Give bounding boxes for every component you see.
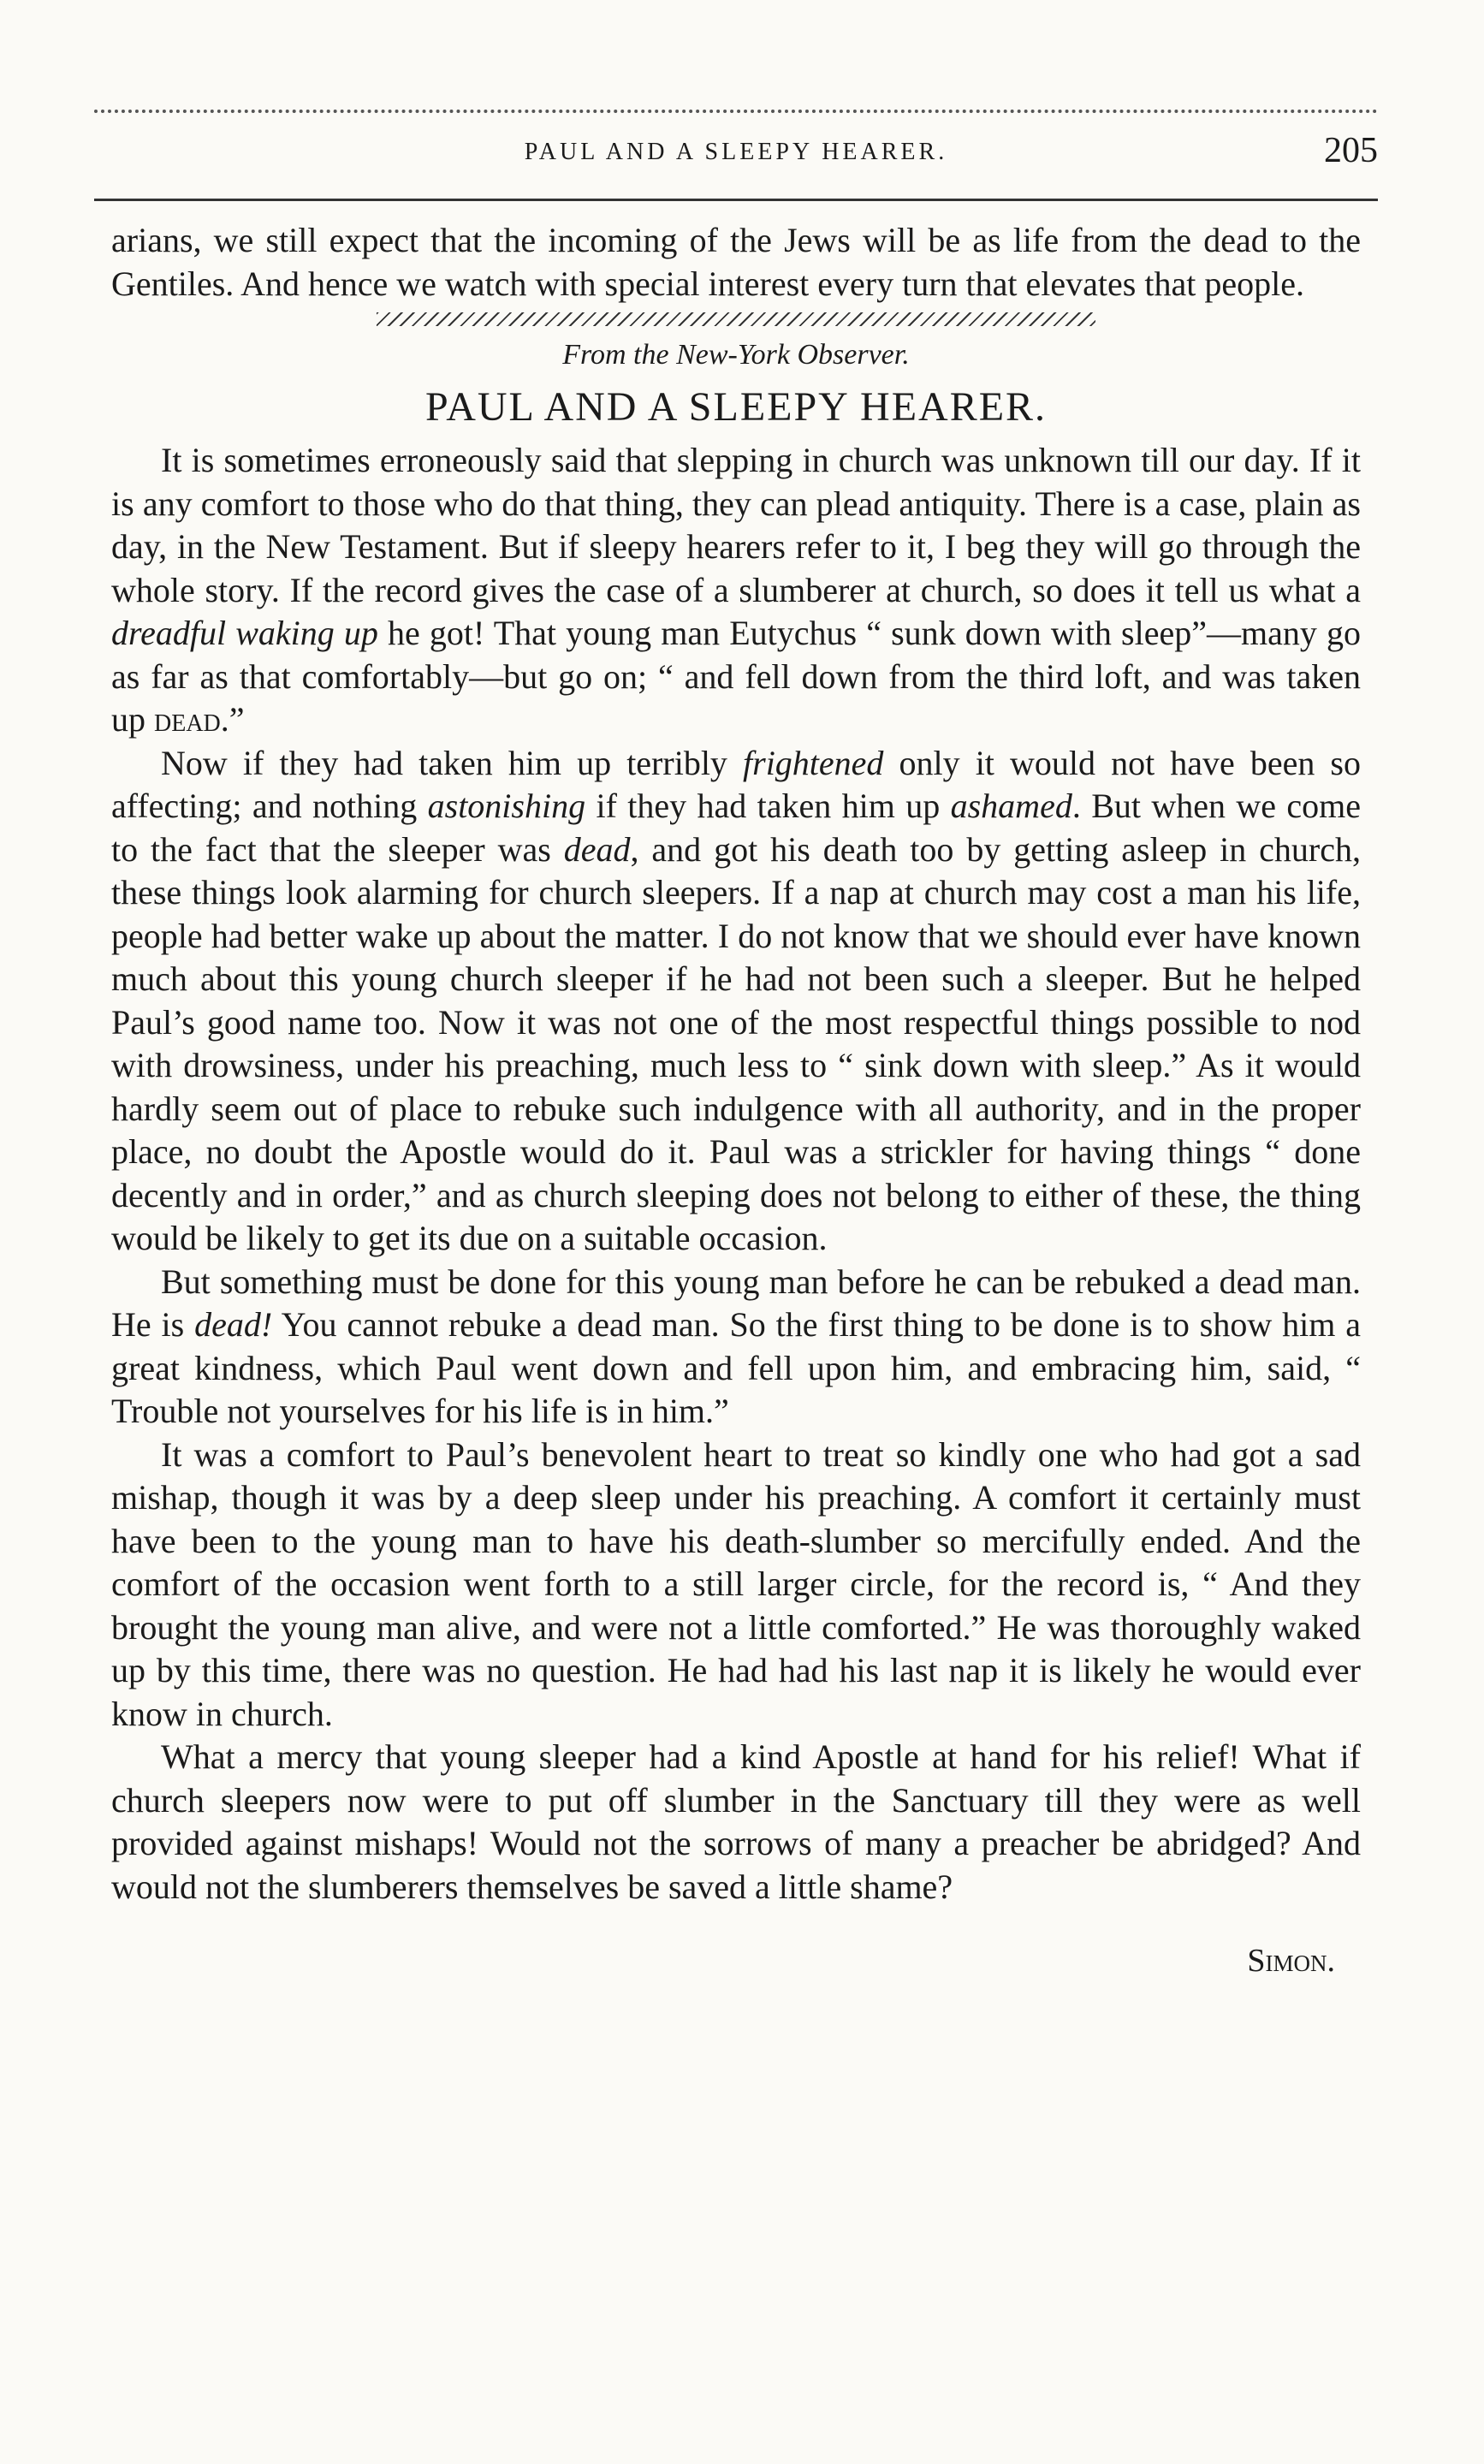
paragraph-1-italic: dreadful waking up xyxy=(111,614,378,652)
paragraph-1-text-c: .” xyxy=(220,700,245,739)
paragraph-3-italic: dead! xyxy=(194,1305,273,1344)
paragraph-2-italic-2: astonishing xyxy=(427,787,586,825)
page-header xyxy=(94,130,1378,181)
paragraph-2-text-a: Now if they had taken him up terribly xyxy=(161,743,744,782)
paragraph-1 xyxy=(111,439,1361,742)
article-title: PAUL AND A SLEEPY HEARER. xyxy=(424,384,1048,430)
paragraph-3 xyxy=(111,1261,1361,1434)
header-rule xyxy=(94,199,1378,201)
wavy-divider xyxy=(377,312,1095,326)
paragraph-2-text-c: if they had taken him up xyxy=(585,787,951,825)
paragraph-4: It was a comfort to Paul’s benevolent heart to treat so kindly one who had got a sad mishap, though it was by a deep sleep under his preaching. A comfort it certainly must have been to the young man to have his death-slumber so mercifully ended. And the comfort of the occasion went forth to a still larger circle, for the record is, “ And they brought the young man alive, and were not a little comforted.” He was thoroughly waked up by this time, there was no question. He had had his last nap it is likely he would ever know in church. xyxy=(111,1434,1361,1733)
paragraph-2-text-b: only it would not have been so affecting; and nothing xyxy=(111,743,1361,825)
author-signature: Simon. xyxy=(1247,1943,1335,1979)
paragraph-3-text-a: But something must be done for this young man before he can be rebuked a dead man. He is xyxy=(111,1262,1361,1344)
paragraph-2-text-d: . But when we come to the fact that the sleeper was xyxy=(111,787,1362,869)
article-source: From the New-York Observer. xyxy=(562,339,910,371)
paragraph-2-italic-3: ashamed xyxy=(950,787,1072,825)
paragraph-3-text-b: You cannot rebuke a dead man. So the first thing to be done is to show him a great kindness, which Paul went down and fell upon him, and embracing him, said, “ Trouble not yourselves for his life is in him.” xyxy=(111,1305,1361,1430)
paragraph-5: What a mercy that young sleeper had a kind Apostle at hand for his relief! What if church sleepers now were to put off slumber in the Sanctuary till they were as well provided against mishaps! Would not the sorrows of many a preacher be abridged? And would not the slumberers themselves be saved a little shame? xyxy=(111,1737,1361,1906)
page-number: 205 xyxy=(1324,131,1378,170)
top-dotted-rule xyxy=(94,110,1378,113)
paragraph-1-text-a: It is sometimes erroneously said that slepping in church was unknown till our day. If it is any comfort to those who do that thing, they can plead antiquity. There is a case, plain as day, in the New Testament. But if sleepy hearers refer to it, I beg they will go through the whole story. If the record gives the case of a slumberer at church, so does it tell us what a xyxy=(111,441,1361,609)
paragraph-2 xyxy=(111,742,1361,1261)
body-text xyxy=(111,219,1361,1983)
paragraph-2-italic-4: dead xyxy=(563,829,631,869)
carryover-paragraph: arians, we still expect that the incoming of the Jews will be as life from the dead to the Gentiles. And hence we watch with special interest every turn that elevates that people. xyxy=(111,221,1361,303)
paragraph-1-text-b: he got! That young man Eutychus “ sunk down with sleep”—many go as far as that comfortably—but go on; “ and fell down from the third loft, and was taken up xyxy=(111,614,1361,739)
paragraph-2-text-e: , and got his death too by getting asleep in church, these things look alarming for church sleepers. If a nap at church may cost a man his life, people had better wake up about the matter. I do not know that we should ever have known much about this young church sleeper if he had not been such a sleeper. But he helped Paul’s good name too. Now it was not one of the most respectful things possible to nod with drowsiness, under his preaching, much less to “ sink down with sleep.” As it would hardly seem out of place to rebuke such indulgence with all authority, and in the proper place, no doubt the Apostle would do it. Paul was a strickler for having things “ done decently and in order,” and as church sleeping does not belong to either of these, the thing would be likely to get its due on a suitable occasion. xyxy=(111,829,1361,1257)
running-title: PAUL AND A SLEEPY HEARER. xyxy=(524,139,948,165)
paragraph-1-smallcaps: dead xyxy=(154,700,221,739)
paragraph-2-italic-1: frightened xyxy=(743,743,884,782)
